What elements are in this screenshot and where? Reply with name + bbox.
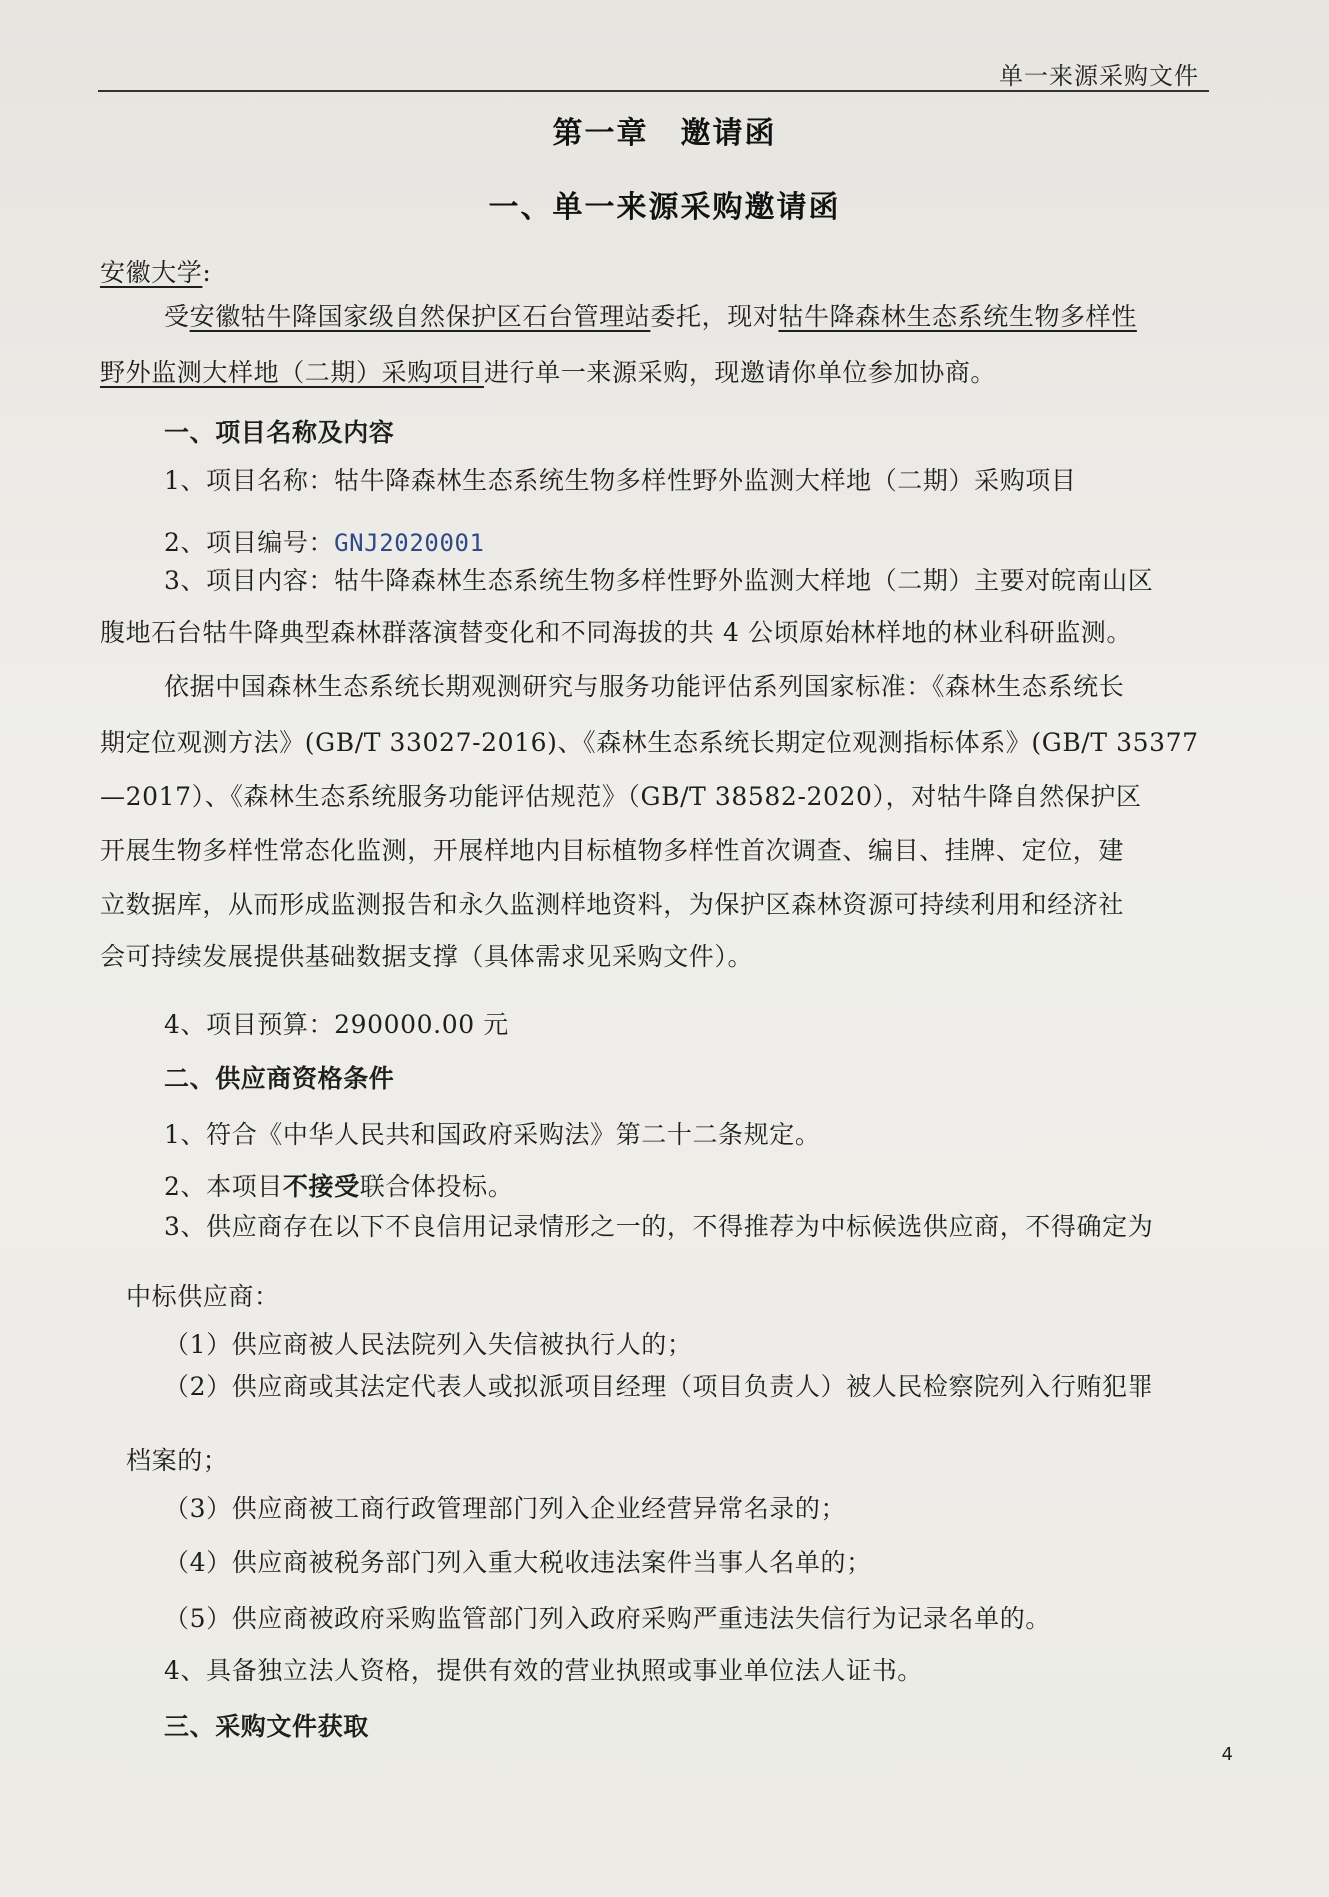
project-number: GNJ2020001 xyxy=(334,529,485,557)
s2-item2-before: 2、本项目 xyxy=(164,1172,283,1201)
project-name-part-b: 野外监测大样地（二期）采购项目 xyxy=(100,358,485,387)
chapter-title: 第一章 邀请函 xyxy=(552,116,777,151)
s1-heading: 一、项目名称及内容 xyxy=(164,418,395,447)
s1-item3-l2: 腹地石台牯牛降典型森林群落演替变化和不同海拔的共 4 公顷原始林样地的林业科研监测。 xyxy=(100,618,1133,647)
s1-item2-label: 2、项目编号： xyxy=(164,528,335,557)
s1-basis-l3: —2017）、《森林生态系统服务功能评估规范》（GB/T 38582-2020），对牯牛降自然保护区 xyxy=(100,782,1142,811)
running-header: 单一来源采购文件 xyxy=(999,62,1199,90)
s2-sub1: （1）供应商被人民法院列入失信被执行人的； xyxy=(164,1330,693,1359)
s1-item2 xyxy=(164,528,485,558)
section-title: 一、单一来源采购邀请函 xyxy=(488,190,841,225)
s2-item3-l2: 中标供应商： xyxy=(126,1282,280,1311)
intro-mid: 委托，现对 xyxy=(650,302,779,331)
s2-sub4: （4）供应商被税务部门列入重大税收违法案件当事人名单的； xyxy=(164,1548,872,1577)
s2-sub2-l1: （2）供应商或其法定代表人或拟派项目经理（项目负责人）被人民检察院列入行贿犯罪 xyxy=(164,1372,1154,1401)
intro-after: 进行单一来源采购，现邀请你单位参加协商。 xyxy=(484,358,997,387)
s2-sub2-l2: 档案的； xyxy=(126,1446,229,1475)
s2-item2-bold: 不接受 xyxy=(282,1172,360,1201)
s1-item1: 1、项目名称：牯牛降森林生态系统生物多样性野外监测大样地（二期）采购项目 xyxy=(164,466,1077,495)
project-name-part-a: 牯牛降森林生态系统生物多样性 xyxy=(778,302,1137,331)
intro-before: 受 xyxy=(164,302,190,331)
s2-item1: 1、符合《中华人民共和国政府采购法》第二十二条规定。 xyxy=(164,1120,821,1149)
s1-basis-l6: 会可持续发展提供基础数据支撑（具体需求见采购文件）。 xyxy=(100,942,754,971)
s1-basis-l5: 立数据库，从而形成监测报告和永久监测样地资料，为保护区森林资源可持续利用和经济社 xyxy=(100,890,1125,919)
s2-sub5: （5）供应商被政府采购监管部门列入政府采购严重违法失信行为记录名单的。 xyxy=(164,1604,1051,1633)
addressee: 安徽大学 xyxy=(100,258,203,287)
s2-item3-l1: 3、供应商存在以下不良信用记录情形之一的，不得推荐为中标候选供应商，不得确定为 xyxy=(164,1212,1154,1241)
s1-basis-l1: 依据中国森林生态系统长期观测研究与服务功能评估系列国家标准：《森林生态系统长 xyxy=(164,672,1125,701)
page-number: 4 xyxy=(1221,1744,1233,1765)
intro-line-2 xyxy=(100,358,996,388)
intro-line-1 xyxy=(164,302,1137,332)
s1-basis-l2: 期定位观测方法》(GB/T 33027-2016)、《森林生态系统长期定位观测指标体系》(GB/T 35377 xyxy=(100,728,1199,757)
s2-item4: 4、具备独立法人资格，提供有效的营业执照或事业单位法人证书。 xyxy=(164,1656,923,1685)
s1-item4-budget: 4、项目预算：290000.00 元 xyxy=(164,1010,509,1039)
header-rule xyxy=(98,90,1209,92)
s2-item2-after: 联合体投标。 xyxy=(359,1172,514,1201)
s2-sub3: （3）供应商被工商行政管理部门列入企业经营异常名录的； xyxy=(164,1494,847,1523)
s2-item2 xyxy=(164,1172,513,1202)
addressee-colon: : xyxy=(202,258,212,287)
s1-basis-l4: 开展生物多样性常态化监测，开展样地内目标植物多样性首次调查、编目、挂牌、定位，建 xyxy=(100,836,1125,865)
s3-heading: 三、采购文件获取 xyxy=(164,1712,369,1741)
commissioning-entity: 安徽牯牛降国家级自然保护区石台管理站 xyxy=(189,302,651,331)
s1-item3-l1: 3、项目内容：牯牛降森林生态系统生物多样性野外监测大样地（二期）主要对皖南山区 xyxy=(164,566,1154,595)
addressee-line xyxy=(100,258,211,288)
s2-heading: 二、供应商资格条件 xyxy=(164,1064,395,1093)
